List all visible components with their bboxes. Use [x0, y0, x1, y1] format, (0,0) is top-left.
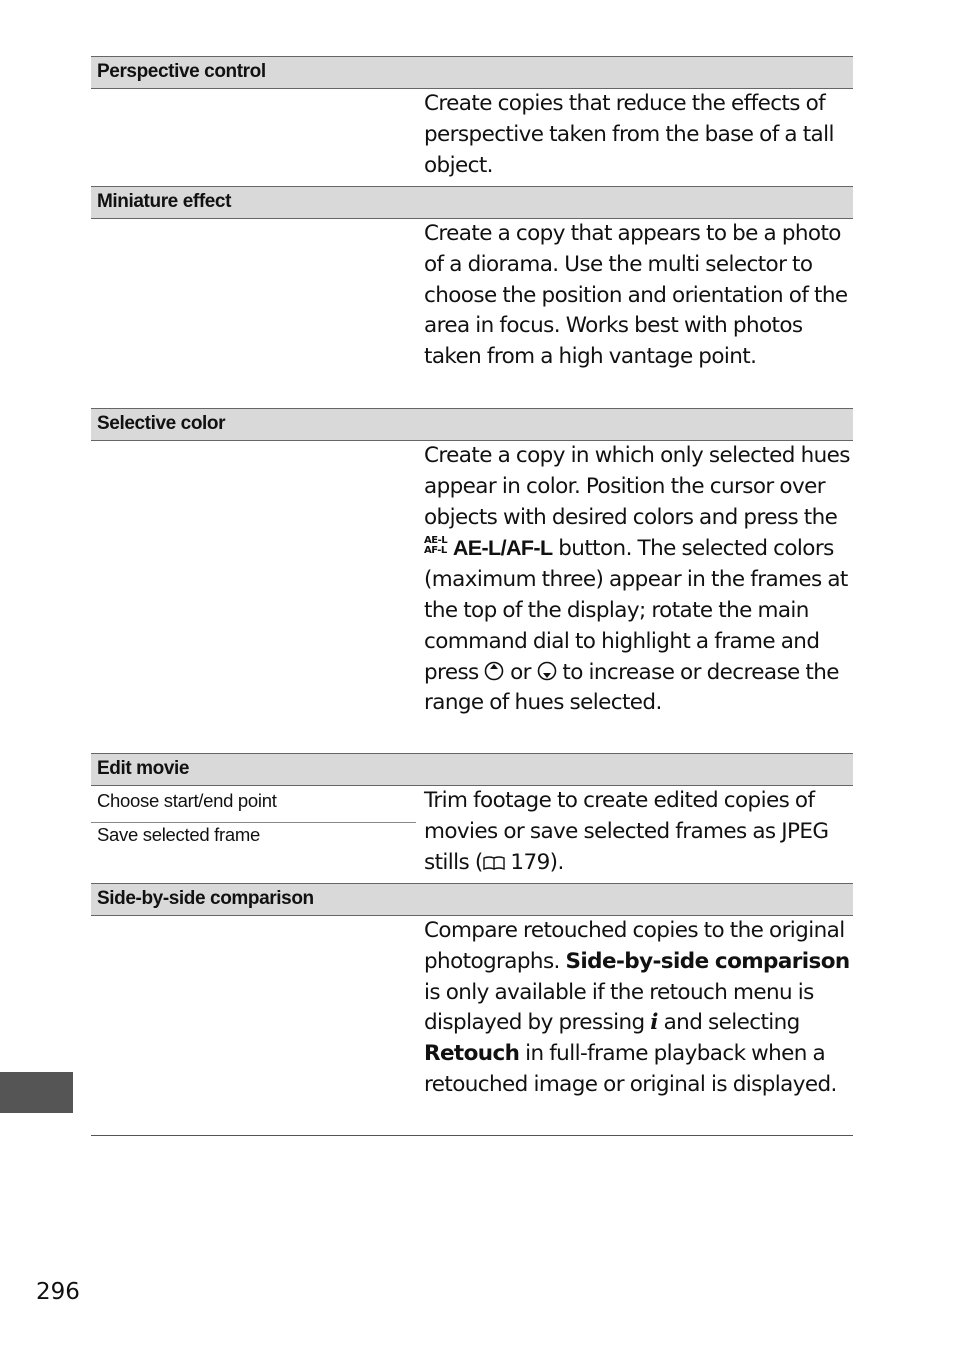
- page-reference[interactable]: 179: [510, 849, 550, 875]
- i-button-icon: i: [650, 1010, 658, 1036]
- ae-l-af-l-button-label: AE-L/AF-L: [452, 536, 553, 561]
- description-text: is only available if the retouch menu is displayed by pressing: [424, 979, 814, 1036]
- book-reference-icon: [483, 855, 505, 871]
- side-by-side-description: [424, 916, 854, 1101]
- section-title: Perspective control: [97, 61, 266, 82]
- section-header-miniature-effect: [91, 186, 853, 219]
- section-title: Edit movie: [97, 758, 190, 779]
- section-header-selective-color: [91, 408, 853, 441]
- page-number: 296: [36, 1279, 80, 1305]
- ae-l-af-l-icon: AE-L AF-L: [424, 535, 448, 557]
- description-text: ).: [549, 849, 564, 875]
- section-header-side-by-side-comparison: [91, 883, 853, 916]
- table-bottom-rule: [91, 1135, 853, 1136]
- description-text: to increase or decrease the range of hues selected.: [424, 659, 839, 716]
- selective-color-description: [424, 441, 854, 719]
- description-text: button. The selected colors (maximum three) appear in the frames at the top of the display; rotate the main command dial to highlight a frame and press: [424, 536, 848, 685]
- section-title: Selective color: [97, 413, 226, 434]
- description-text: or: [510, 659, 531, 685]
- edit-movie-description: [424, 786, 854, 878]
- description-text: Compare retouched copies to the original photographs.: [424, 918, 845, 974]
- section-title: Miniature effect: [97, 191, 232, 212]
- emphasis-text: Side-by-side comparison: [565, 948, 850, 974]
- description-text: Create a copy in which only selected hues appear in color. Position the cursor over objects with desired colors and press the: [424, 443, 850, 530]
- section-header-edit-movie: [91, 753, 853, 786]
- multi-selector-down-icon: [537, 661, 557, 681]
- section-tab: [0, 1072, 73, 1113]
- option-choose-start-end-point: Choose start/end point: [97, 790, 277, 811]
- description-text: in full-frame playback when a retouched image or original is displayed.: [424, 1041, 837, 1097]
- multi-selector-up-icon: [484, 661, 504, 681]
- description-text: Trim footage to create edited copies of movies or save selected frames as JPEG stills (: [424, 788, 829, 875]
- miniature-effect-description: Create a copy that appears to be a photo of a diorama. Use the multi selector to choose the position and orientation of the area in focus. Works best with photos taken from a high vantage point.: [424, 221, 848, 370]
- section-header-perspective-control: [91, 56, 853, 89]
- perspective-control-description: Create copies that reduce the effects of perspective taken from the base of a tall object.: [424, 91, 834, 178]
- option-save-selected-frame: Save selected frame: [97, 824, 260, 845]
- section-title: Side-by-side comparison: [97, 888, 314, 909]
- emphasis-text: Retouch: [424, 1041, 520, 1067]
- divider: [91, 822, 416, 823]
- description-text: and selecting: [663, 1010, 800, 1036]
